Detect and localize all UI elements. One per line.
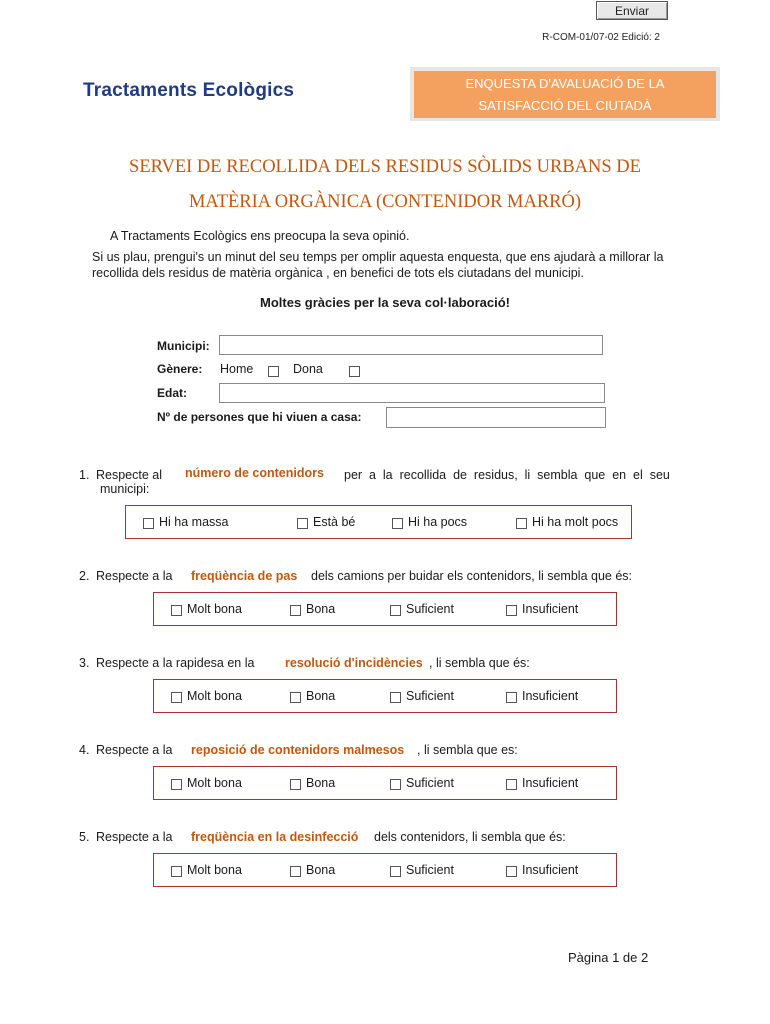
q5-option-1-label: Molt bona <box>187 863 242 877</box>
q3-option-4-label: Insuficient <box>522 689 579 703</box>
q2-option-2-label: Bona <box>306 602 336 616</box>
genere-dona-checkbox[interactable] <box>349 366 360 377</box>
q2-option-3-label: Suficient <box>406 602 454 616</box>
q4-option-4-label: Insuficient <box>522 776 579 790</box>
q3-option-3[interactable] <box>390 689 454 703</box>
genere-home-checkbox[interactable] <box>268 366 279 377</box>
question-3-highlight: resolució d'incidències <box>285 656 423 670</box>
q5-option-2-checkbox[interactable] <box>290 866 301 877</box>
question-4-highlight: reposició de contenidors malmesos <box>191 743 405 757</box>
q4-option-1[interactable] <box>171 776 242 790</box>
question-1-text: per a la recollida de residus, li sembla que en el seu <box>344 468 670 482</box>
q5-option-4-checkbox[interactable] <box>506 866 517 877</box>
question-2-text: dels camions per buidar els contenidors, li sembla que és: <box>311 569 633 583</box>
question-2-prefix: Respecte a la <box>96 569 173 583</box>
question-3-prefix: Respecte a la rapidesa en la <box>96 656 255 670</box>
q5-option-3-checkbox[interactable] <box>390 866 401 877</box>
q5-option-1[interactable] <box>171 863 242 877</box>
q3-option-1-label: Molt bona <box>187 689 242 703</box>
q3-option-4-checkbox[interactable] <box>506 692 517 703</box>
q1-option-4-checkbox[interactable] <box>516 518 527 529</box>
send-button[interactable]: Enviar <box>596 1 668 20</box>
q5-option-3-label: Suficient <box>406 863 454 877</box>
q1-option-1-label: Hi ha massa <box>159 515 229 529</box>
question-3-number: 3. <box>79 656 90 670</box>
intro-text: A Tractaments Ecològics ens preocupa la seva opinió. <box>110 229 410 243</box>
q3-option-4[interactable] <box>506 689 578 703</box>
question-4-text: , li sembla que es: <box>417 743 518 757</box>
q4-option-1-label: Molt bona <box>187 776 242 790</box>
question-1-number: 1. <box>79 468 90 482</box>
question-5-text: dels contenidors, li sembla que és: <box>374 830 566 844</box>
question-1-prefix: Respecte al <box>96 468 163 482</box>
q5-option-3[interactable] <box>390 863 454 877</box>
question-4-prefix: Respecte a la <box>96 743 173 757</box>
question-3-text: , li sembla que és: <box>429 656 530 670</box>
q2-option-2-checkbox[interactable] <box>290 605 301 616</box>
q4-option-4[interactable] <box>506 776 578 790</box>
genere-home-label: Home <box>220 362 254 376</box>
intro-paragraph: Si us plau, prengui's un minut del seu temps per omplir aquesta enquesta, que ens ajudarà a millorar la recollida dels residus de matèria orgànica , en benefici de tots els ciutadans del municipi. <box>92 250 664 280</box>
q1-option-4[interactable] <box>516 515 618 529</box>
q3-option-1-checkbox[interactable] <box>171 692 182 703</box>
banner-line-2: SATISFACCIÓ DEL CIUTADÀ <box>478 98 652 113</box>
page-number: Pàgina 1 de 2 <box>568 950 649 965</box>
question-2-highlight: freqüència de pas <box>191 569 298 583</box>
genere-dona-label: Dona <box>293 362 323 376</box>
q4-option-1-checkbox[interactable] <box>171 779 182 790</box>
q2-option-1-label: Molt bona <box>187 602 242 616</box>
q2-option-2[interactable] <box>290 602 335 616</box>
q2-option-4[interactable] <box>506 602 578 616</box>
q1-option-1[interactable] <box>143 515 228 529</box>
q5-option-2-label: Bona <box>306 863 336 877</box>
question-5-prefix: Respecte a la <box>96 830 173 844</box>
q2-option-1[interactable] <box>171 602 242 616</box>
q2-option-3-checkbox[interactable] <box>390 605 401 616</box>
edat-label: Edat: <box>157 386 187 400</box>
question-1-text-cont: municipi: <box>100 482 150 496</box>
document-code: R-COM-01/07-02 Edició: 2 <box>542 32 660 43</box>
q1-option-2-checkbox[interactable] <box>297 518 308 529</box>
q4-option-3[interactable] <box>390 776 454 790</box>
q2-option-3[interactable] <box>390 602 454 616</box>
genere-label: Gènere: <box>157 362 203 376</box>
q4-option-2[interactable] <box>290 776 335 790</box>
q4-option-3-checkbox[interactable] <box>390 779 401 790</box>
q4-option-4-checkbox[interactable] <box>506 779 517 790</box>
persones-label: Nº de persones que hi viuen a casa: <box>157 410 362 424</box>
q3-option-3-checkbox[interactable] <box>390 692 401 703</box>
q3-option-3-label: Suficient <box>406 689 454 703</box>
company-name: Tractaments Ecològics <box>83 80 295 101</box>
q5-option-1-checkbox[interactable] <box>171 866 182 877</box>
q4-option-2-checkbox[interactable] <box>290 779 301 790</box>
page-title-line-2: MATÈRIA ORGÀNICA (CONTENIDOR MARRÓ) <box>188 192 582 212</box>
municipi-label: Municipi: <box>157 339 210 353</box>
q1-option-4-label: Hi ha molt pocs <box>532 515 619 529</box>
survey-banner <box>414 71 716 118</box>
q3-option-2[interactable] <box>290 689 335 703</box>
q3-option-1[interactable] <box>171 689 242 703</box>
q1-option-2-label: Està bé <box>313 515 356 529</box>
q1-option-3[interactable] <box>392 515 467 529</box>
question-1-highlight: número de contenidors <box>185 466 324 480</box>
edat-input[interactable] <box>219 383 605 403</box>
q2-option-4-label: Insuficient <box>522 602 579 616</box>
persones-input[interactable] <box>386 407 606 428</box>
question-5-number: 5. <box>79 830 90 844</box>
question-5-highlight: freqüència en la desinfecció <box>191 830 359 844</box>
q5-option-4-label: Insuficient <box>522 863 579 877</box>
banner-line-1: ENQUESTA D'AVALUACIÓ DE LA <box>465 76 665 91</box>
question-4-number: 4. <box>79 743 90 757</box>
q1-option-2[interactable] <box>297 515 355 529</box>
q3-option-2-label: Bona <box>306 689 336 703</box>
q4-option-2-label: Bona <box>306 776 336 790</box>
q1-option-3-checkbox[interactable] <box>392 518 403 529</box>
page-title-line-1: SERVEI DE RECOLLIDA DELS RESIDUS SÒLIDS URBANS DE <box>129 157 641 177</box>
q3-option-2-checkbox[interactable] <box>290 692 301 703</box>
question-2-number: 2. <box>79 569 90 583</box>
q4-option-3-label: Suficient <box>406 776 454 790</box>
municipi-input[interactable] <box>219 335 603 355</box>
q2-option-4-checkbox[interactable] <box>506 605 517 616</box>
q1-option-3-label: Hi ha pocs <box>408 515 468 529</box>
q5-option-2[interactable] <box>290 863 335 877</box>
q5-option-4[interactable] <box>506 863 578 877</box>
q2-option-1-checkbox[interactable] <box>171 605 182 616</box>
thanks-text: Moltes gràcies per la seva col·laboració! <box>260 295 510 310</box>
q1-option-1-checkbox[interactable] <box>143 518 154 529</box>
